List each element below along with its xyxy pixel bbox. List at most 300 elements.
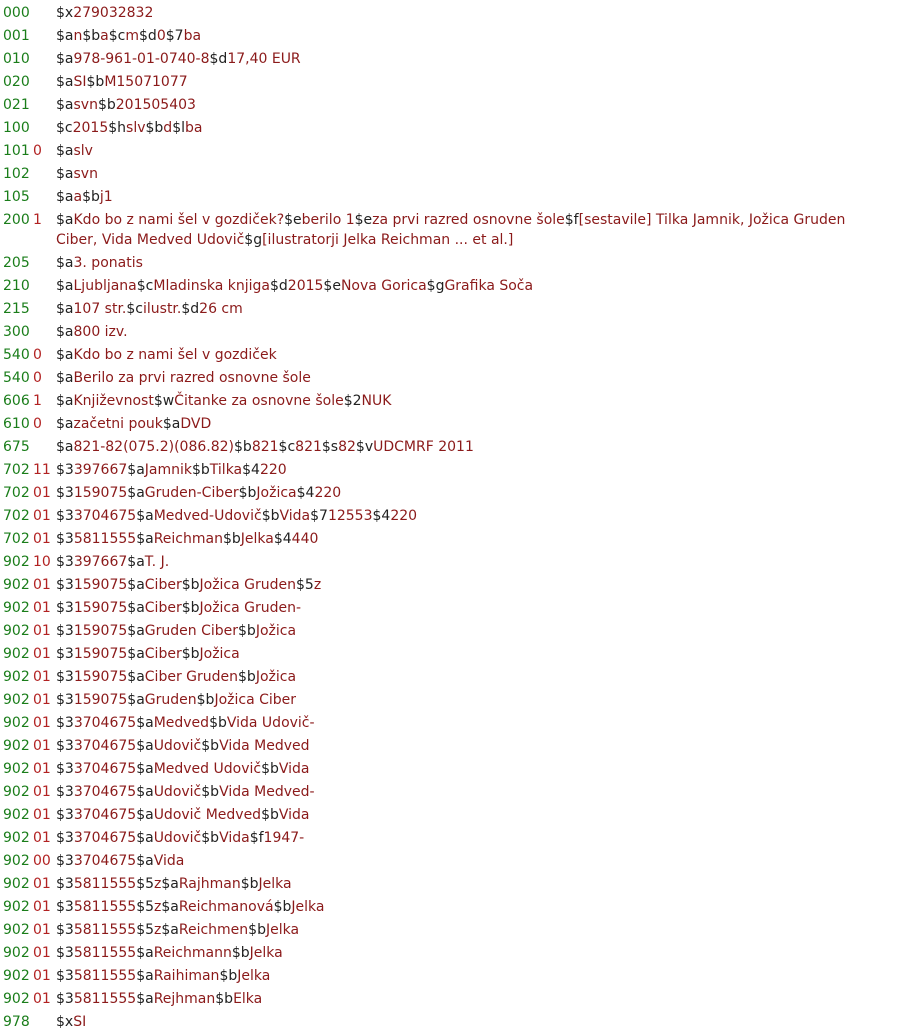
- field-content: [56, 667, 876, 687]
- subfield-code: $b: [261, 508, 280, 524]
- field-indicator: 01: [33, 761, 51, 777]
- subfield-value: 978-961-01-0740-8: [73, 51, 210, 67]
- subfield-code: $b: [201, 784, 220, 800]
- field-content: [56, 345, 876, 365]
- field-tag: 102: [3, 166, 30, 182]
- subfield-code: $3: [56, 968, 74, 984]
- field-tag: 021: [3, 97, 30, 113]
- subfield-code: $a: [136, 968, 154, 984]
- field-indicator: 01: [33, 485, 51, 501]
- field-content: [56, 851, 876, 871]
- subfield-code: $b: [145, 120, 164, 136]
- field-content: [56, 483, 876, 503]
- marc-field-row: [0, 460, 900, 480]
- subfield-value: n: [73, 28, 83, 44]
- field-tag: 606: [3, 393, 30, 409]
- subfield-code: $e: [323, 278, 341, 294]
- subfield-value: Jamnik: [144, 462, 192, 478]
- subfield-value: 5811555: [73, 531, 137, 547]
- subfield-value: Vida Medved: [219, 738, 310, 754]
- marc-field-row: [0, 920, 900, 940]
- subfield-code: $3: [56, 485, 74, 501]
- field-tag: 000: [3, 5, 30, 21]
- subfield-value: 12553: [327, 508, 373, 524]
- subfield-code: $a: [56, 416, 74, 432]
- field-tag: 010: [3, 51, 30, 67]
- subfield-value: 159075: [73, 646, 128, 662]
- field-tag: 100: [3, 120, 30, 136]
- subfield-code: $a: [56, 166, 74, 182]
- marc-field-row: [0, 575, 900, 595]
- subfield-value: z: [154, 899, 162, 915]
- subfield-value: za prvi razred osnovne šole: [372, 212, 565, 228]
- subfield-code: $d: [209, 51, 228, 67]
- subfield-code: $3: [56, 554, 74, 570]
- subfield-value: Jožica: [255, 623, 297, 639]
- marc-field-row: [0, 49, 900, 69]
- marc-field-row: [0, 805, 900, 825]
- subfield-code: $a: [162, 416, 181, 432]
- marc-field-row: [0, 141, 900, 161]
- field-indicator: 01: [33, 738, 51, 754]
- subfield-code: $3: [56, 876, 74, 892]
- subfield-value: Jožica: [256, 485, 297, 501]
- subfield-code: $a: [136, 508, 154, 524]
- subfield-value: 26 cm: [199, 301, 243, 317]
- field-indicator: 01: [33, 784, 51, 800]
- subfield-code: $2: [343, 393, 362, 409]
- field-tag: 902: [3, 991, 30, 1007]
- field-indicator: 01: [33, 669, 51, 685]
- subfield-value: Udovič: [153, 830, 202, 846]
- field-content: [56, 49, 876, 69]
- marc-field-row: [0, 874, 900, 894]
- marc-field-row: [0, 322, 900, 342]
- subfield-code: $b: [234, 439, 252, 455]
- subfield-value: a: [73, 189, 83, 205]
- subfield-value: Nova Gorica: [340, 278, 427, 294]
- subfield-value: a: [100, 28, 109, 44]
- subfield-code: $a: [136, 738, 154, 754]
- subfield-value: 82: [338, 439, 356, 455]
- subfield-code: $b: [97, 97, 116, 113]
- subfield-code: $a: [136, 807, 154, 823]
- subfield-code: $c: [126, 301, 143, 317]
- subfield-code: $a: [127, 462, 145, 478]
- subfield-value: Kdo bo z nami šel v gozdiček: [73, 347, 277, 363]
- subfield-code: $3: [56, 853, 74, 869]
- subfield-code: $a: [136, 945, 154, 961]
- subfield-value: z: [154, 922, 162, 938]
- subfield-code: $a: [56, 255, 74, 271]
- marc-field-row: [0, 414, 900, 434]
- subfield-code: $b: [240, 876, 259, 892]
- marc-field-row: [0, 210, 900, 250]
- subfield-code: $c: [56, 120, 73, 136]
- field-indicator: 01: [33, 876, 51, 892]
- field-content: [56, 529, 876, 549]
- field-content: [56, 966, 876, 986]
- subfield-code: $3: [56, 692, 74, 708]
- field-tag: 101: [3, 143, 30, 159]
- subfield-code: $b: [82, 28, 101, 44]
- subfield-value: 159075: [73, 692, 128, 708]
- subfield-value: Vida: [219, 830, 250, 846]
- subfield-code: $a: [161, 899, 179, 915]
- subfield-code: $a: [136, 784, 154, 800]
- field-tag: 902: [3, 554, 30, 570]
- field-tag: 902: [3, 807, 30, 823]
- subfield-code: $d: [269, 278, 288, 294]
- subfield-value: 3704675: [73, 853, 137, 869]
- subfield-code: $e: [284, 212, 302, 228]
- field-content: [56, 460, 876, 480]
- subfield-code: $a: [56, 370, 74, 386]
- subfield-code: $a: [127, 485, 145, 501]
- marc-field-row: [0, 736, 900, 756]
- subfield-code: $b: [238, 623, 256, 639]
- field-content: [56, 782, 876, 802]
- marc-field-row: [0, 989, 900, 1009]
- field-indicator: 01: [33, 508, 51, 524]
- subfield-code: $e: [354, 212, 373, 228]
- subfield-code: $3: [56, 600, 74, 616]
- marc-field-row: [0, 368, 900, 388]
- marc-field-row: [0, 95, 900, 115]
- marc-field-row: [0, 851, 900, 871]
- field-content: [56, 598, 876, 618]
- subfield-value: 5811555: [73, 876, 137, 892]
- field-tag: 001: [3, 28, 30, 44]
- subfield-code: $a: [127, 554, 145, 570]
- subfield-code: $3: [56, 738, 74, 754]
- subfield-value: 159075: [73, 577, 128, 593]
- subfield-code: $a: [56, 97, 74, 113]
- field-tag: 300: [3, 324, 30, 340]
- subfield-value: Jožica Gruden-: [199, 600, 302, 616]
- field-content: [56, 118, 876, 138]
- field-content: [56, 299, 876, 319]
- subfield-value: 3704675: [73, 738, 137, 754]
- subfield-value: Jelka: [291, 899, 325, 915]
- field-tag: 540: [3, 370, 30, 386]
- subfield-code: $b: [196, 692, 215, 708]
- field-content: [56, 759, 876, 779]
- subfield-value: 3704675: [73, 830, 137, 846]
- subfield-code: $a: [56, 212, 74, 228]
- marc-field-row: [0, 943, 900, 963]
- subfield-code: $b: [273, 899, 292, 915]
- subfield-value: Medved Udovič: [153, 761, 262, 777]
- subfield-code: $a: [56, 393, 74, 409]
- subfield-code: $x: [56, 1014, 74, 1030]
- subfield-value: Rejhman: [153, 991, 216, 1007]
- subfield-value: Vida: [153, 853, 185, 869]
- subfield-value: z: [313, 577, 322, 593]
- field-content: [56, 713, 876, 733]
- subfield-value: ilustr.: [143, 301, 182, 317]
- marc-field-row: [0, 621, 900, 641]
- subfield-code: $x: [56, 5, 74, 21]
- subfield-value: M15071077: [104, 74, 188, 90]
- subfield-code: $b: [219, 968, 238, 984]
- subfield-code: $w: [153, 393, 175, 409]
- marc-field-row: [0, 118, 900, 138]
- marc-field-row: [0, 966, 900, 986]
- subfield-value: z: [154, 876, 162, 892]
- subfield-value: SI: [73, 1014, 87, 1030]
- subfield-value: 821: [251, 439, 279, 455]
- marc-field-row: [0, 72, 900, 92]
- subfield-value: 279032832: [73, 5, 154, 21]
- subfield-value: začetni pouk: [73, 416, 163, 432]
- subfield-code: $4: [372, 508, 391, 524]
- subfield-code: $b: [231, 945, 250, 961]
- subfield-code: $b: [86, 74, 105, 90]
- subfield-code: $a: [56, 189, 74, 205]
- field-content: [56, 736, 876, 756]
- subfield-value: Ciber: [144, 577, 182, 593]
- subfield-value: Jožica: [199, 646, 240, 662]
- field-content: [56, 72, 876, 92]
- field-content: [56, 805, 876, 825]
- subfield-value: Vida: [278, 761, 310, 777]
- subfield-code: $3: [56, 577, 74, 593]
- subfield-value: slv: [73, 143, 93, 159]
- field-indicator: 01: [33, 968, 51, 984]
- subfield-value: 821: [295, 439, 322, 455]
- subfield-value: Čitanke za osnovne šole: [174, 393, 344, 409]
- field-indicator: 01: [33, 692, 51, 708]
- subfield-value: Elka: [233, 991, 263, 1007]
- marc-field-row: [0, 644, 900, 664]
- subfield-code: $3: [56, 784, 74, 800]
- field-indicator: 0: [33, 143, 42, 159]
- marc-field-row: [0, 552, 900, 572]
- field-tag: 020: [3, 74, 30, 90]
- subfield-value: DVD: [180, 416, 212, 432]
- subfield-code: $a: [136, 830, 154, 846]
- field-content: [56, 920, 876, 940]
- field-content: [56, 943, 876, 963]
- subfield-code: $3: [56, 922, 74, 938]
- subfield-value: berilo 1: [301, 212, 355, 228]
- field-indicator: 0: [33, 370, 42, 386]
- subfield-code: $s: [321, 439, 339, 455]
- subfield-code: $b: [261, 761, 279, 777]
- subfield-value: slv: [126, 120, 146, 136]
- subfield-value: 5811555: [73, 968, 137, 984]
- subfield-code: $d: [139, 28, 157, 44]
- subfield-value: 159075: [73, 623, 128, 639]
- subfield-value: Jožica: [255, 669, 297, 685]
- field-content: [56, 621, 876, 641]
- subfield-code: $c: [136, 278, 154, 294]
- field-tag: 902: [3, 738, 30, 754]
- subfield-value: T. J.: [144, 554, 170, 570]
- subfield-value: [ilustratorji Jelka Reichman ... et al.]: [262, 232, 514, 248]
- field-content: [56, 644, 876, 664]
- field-tag: 902: [3, 853, 30, 869]
- subfield-code: $3: [56, 646, 74, 662]
- field-indicator: 01: [33, 807, 51, 823]
- subfield-value: 1947-: [263, 830, 305, 846]
- subfield-value: 5811555: [73, 991, 137, 1007]
- subfield-code: $3: [56, 899, 74, 915]
- subfield-code: $3: [56, 715, 74, 731]
- subfield-value: Raihiman: [153, 968, 220, 984]
- field-content: [56, 210, 876, 250]
- subfield-code: $a: [161, 922, 179, 938]
- subfield-code: $h: [108, 120, 127, 136]
- subfield-code: $b: [215, 991, 234, 1007]
- field-content: [56, 437, 876, 457]
- subfield-value: Vida Udovič-: [226, 715, 315, 731]
- subfield-code: $3: [56, 623, 74, 639]
- marc-field-row: [0, 713, 900, 733]
- field-tag: 200: [3, 212, 30, 228]
- field-tag: 902: [3, 692, 30, 708]
- field-content: [56, 141, 876, 161]
- field-tag: 702: [3, 485, 30, 501]
- subfield-value: Jelka: [258, 876, 292, 892]
- field-content: [56, 552, 876, 572]
- field-indicator: 00: [33, 853, 51, 869]
- subfield-code: $5: [136, 922, 155, 938]
- field-indicator: 01: [33, 945, 51, 961]
- marc-field-row: [0, 598, 900, 618]
- subfield-value: Reichmann: [153, 945, 232, 961]
- subfield-value: svn: [73, 97, 98, 113]
- field-content: [56, 414, 876, 434]
- subfield-value: Književnost: [73, 393, 154, 409]
- subfield-code: $b: [181, 600, 200, 616]
- subfield-value: 2015: [287, 278, 324, 294]
- marc-field-row: [0, 759, 900, 779]
- marc-field-row: [0, 187, 900, 207]
- field-indicator: 01: [33, 577, 51, 593]
- subfield-code: $b: [181, 577, 200, 593]
- subfield-value: Medved-Udovič: [153, 508, 262, 524]
- marc-field-row: [0, 529, 900, 549]
- subfield-code: $a: [56, 51, 74, 67]
- field-indicator: 0: [33, 347, 42, 363]
- subfield-code: $a: [127, 646, 145, 662]
- subfield-code: $b: [201, 738, 220, 754]
- subfield-code: $3: [56, 830, 74, 846]
- subfield-code: $b: [222, 531, 241, 547]
- subfield-value: SI: [73, 74, 87, 90]
- marc-field-row: [0, 690, 900, 710]
- subfield-code: $a: [136, 715, 154, 731]
- field-content: [56, 164, 876, 184]
- subfield-value: d: [163, 120, 173, 136]
- field-content: [56, 95, 876, 115]
- subfield-code: $a: [56, 439, 74, 455]
- subfield-code: $a: [127, 669, 145, 685]
- marc-field-row: [0, 3, 900, 23]
- subfield-code: $3: [56, 807, 74, 823]
- subfield-code: $4: [242, 462, 260, 478]
- subfield-code: $a: [127, 692, 145, 708]
- subfield-value: Udovič: [153, 738, 202, 754]
- subfield-value: 5811555: [73, 899, 137, 915]
- subfield-code: $c: [278, 439, 296, 455]
- subfield-value: 3704675: [73, 784, 137, 800]
- field-content: [56, 989, 876, 1009]
- subfield-code: $a: [127, 600, 145, 616]
- subfield-code: $a: [127, 577, 145, 593]
- field-indicator: 11: [33, 462, 51, 478]
- subfield-value: 397667: [73, 462, 128, 478]
- subfield-value: 220: [390, 508, 418, 524]
- marc-field-row: [0, 667, 900, 687]
- subfield-code: $a: [161, 876, 179, 892]
- field-tag: 902: [3, 761, 30, 777]
- field-tag: 902: [3, 922, 30, 938]
- subfield-value: Ljubljana: [73, 278, 137, 294]
- field-tag: 902: [3, 646, 30, 662]
- subfield-value: 3704675: [73, 761, 137, 777]
- field-indicator: 01: [33, 922, 51, 938]
- marc-field-row: [0, 483, 900, 503]
- subfield-value: 159075: [73, 485, 128, 501]
- subfield-value: Reichman: [153, 531, 223, 547]
- field-tag: 902: [3, 830, 30, 846]
- subfield-code: $3: [56, 945, 74, 961]
- field-tag: 205: [3, 255, 30, 271]
- subfield-code: $3: [56, 531, 74, 547]
- marc-field-row: [0, 276, 900, 296]
- subfield-code: $4: [296, 485, 315, 501]
- subfield-code: $b: [248, 922, 266, 938]
- field-content: [56, 897, 876, 917]
- subfield-code: $b: [209, 715, 227, 731]
- field-tag: 610: [3, 416, 30, 432]
- field-indicator: 01: [33, 899, 51, 915]
- marc-field-row: [0, 253, 900, 273]
- subfield-code: $v: [355, 439, 374, 455]
- subfield-code: $f: [564, 212, 579, 228]
- field-content: [56, 391, 876, 411]
- marc-field-row: [0, 506, 900, 526]
- field-content: [56, 690, 876, 710]
- field-content: [56, 506, 876, 526]
- field-indicator: 1: [33, 393, 42, 409]
- field-indicator: 01: [33, 830, 51, 846]
- subfield-value: Jelka: [237, 968, 271, 984]
- field-tag: 902: [3, 899, 30, 915]
- subfield-value: Vida: [279, 508, 311, 524]
- subfield-value: 821-82(075.2)(086.82): [73, 439, 235, 455]
- subfield-code: $a: [136, 853, 154, 869]
- subfield-value: Tilka: [209, 462, 243, 478]
- field-content: [56, 368, 876, 388]
- subfield-value: Jožica Ciber: [214, 692, 297, 708]
- subfield-value: Ciber: [144, 646, 182, 662]
- subfield-value: [sestavile] Tilka Jamnik, Jožica Gruden Ciber, Vida Medved Udovič: [56, 212, 846, 248]
- subfield-value: Ciber: [144, 600, 182, 616]
- subfield-value: ba: [183, 28, 202, 44]
- field-tag: 702: [3, 531, 30, 547]
- subfield-value: ba: [184, 120, 203, 136]
- marc-field-row: [0, 164, 900, 184]
- subfield-code: $a: [56, 347, 74, 363]
- marc-field-row: [0, 299, 900, 319]
- field-indicator: 01: [33, 600, 51, 616]
- field-tag: 215: [3, 301, 30, 317]
- subfield-value: 3704675: [73, 715, 137, 731]
